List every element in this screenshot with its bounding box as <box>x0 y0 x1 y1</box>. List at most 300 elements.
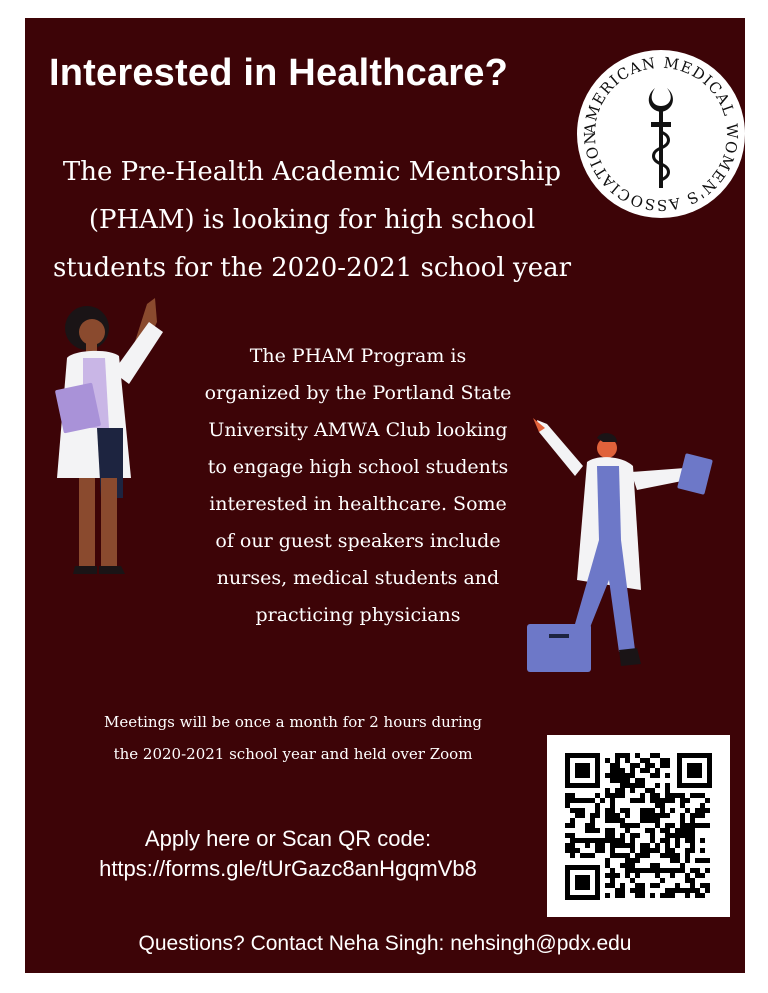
qr-module <box>640 783 645 788</box>
qr-module <box>650 813 655 818</box>
qr-module <box>665 798 670 803</box>
qr-module <box>605 838 610 843</box>
qr-module <box>645 818 650 823</box>
qr-module <box>630 843 635 848</box>
qr-module <box>615 853 620 858</box>
qr-module <box>665 843 670 848</box>
qr-module <box>565 843 570 848</box>
qr-module <box>625 783 630 788</box>
qr-module <box>595 838 600 843</box>
qr-module <box>570 853 575 858</box>
qr-module <box>660 808 665 813</box>
qr-module <box>600 838 605 843</box>
qr-module <box>605 858 610 863</box>
qr-module <box>675 883 680 888</box>
qr-module <box>640 883 645 888</box>
qr-module <box>635 798 640 803</box>
qr-module <box>585 798 590 803</box>
qr-module <box>620 808 625 813</box>
qr-module <box>600 843 605 848</box>
qr-module <box>605 813 610 818</box>
qr-module <box>650 833 655 838</box>
qr-module <box>685 893 690 898</box>
qr-module <box>625 853 630 858</box>
qr-module <box>655 793 660 798</box>
qr-module <box>630 863 635 868</box>
qr-module <box>675 843 680 848</box>
qr-module <box>640 853 645 858</box>
qr-module <box>635 833 640 838</box>
qr-module <box>645 868 650 873</box>
qr-module <box>705 823 710 828</box>
qr-module <box>565 798 570 803</box>
qr-module <box>615 753 620 758</box>
qr-module <box>655 803 660 808</box>
description-line-6: of our guest speakers include <box>215 530 501 552</box>
qr-module <box>615 818 620 823</box>
qr-module <box>655 883 660 888</box>
qr-module <box>610 798 615 803</box>
male-doctor-illustration <box>525 410 725 680</box>
qr-module <box>610 793 615 798</box>
qr-module <box>650 788 655 793</box>
qr-module <box>645 813 650 818</box>
qr-module <box>700 858 705 863</box>
qr-module <box>655 868 660 873</box>
female-doctor-illustration <box>39 298 179 578</box>
qr-module <box>680 793 685 798</box>
qr-module <box>665 853 670 858</box>
program-description <box>187 338 529 634</box>
qr-module <box>700 808 705 813</box>
qr-module <box>640 808 645 813</box>
qr-module <box>645 808 650 813</box>
qr-module <box>610 853 615 858</box>
qr-module <box>650 798 655 803</box>
qr-module <box>670 853 675 858</box>
qr-module <box>675 868 680 873</box>
qr-module <box>620 888 625 893</box>
qr-module <box>670 893 675 898</box>
qr-module <box>565 848 570 853</box>
qr-module <box>695 893 700 898</box>
qr-module <box>595 793 600 798</box>
qr-module <box>595 803 600 808</box>
qr-module <box>655 873 660 878</box>
qr-module <box>655 783 660 788</box>
qr-module <box>615 873 620 878</box>
qr-module <box>630 868 635 873</box>
qr-module <box>670 798 675 803</box>
qr-module <box>580 813 585 818</box>
qr-module <box>650 793 655 798</box>
qr-module <box>690 838 695 843</box>
qr-module <box>615 893 620 898</box>
qr-module <box>645 788 650 793</box>
qr-module <box>665 793 670 798</box>
qr-module <box>580 838 585 843</box>
qr-module <box>615 778 620 783</box>
qr-module <box>640 843 645 848</box>
qr-module <box>600 848 605 853</box>
qr-module <box>630 763 635 768</box>
qr-module <box>610 873 615 878</box>
qr-module <box>690 883 695 888</box>
application-form-link[interactable]: https://forms.gle/tUrGazc8anHgqmVb8 <box>99 856 477 881</box>
qr-module <box>625 773 630 778</box>
qr-module <box>625 868 630 873</box>
qr-module <box>650 763 655 768</box>
qr-module <box>585 843 590 848</box>
qr-module <box>660 893 665 898</box>
qr-module <box>620 838 625 843</box>
qr-module <box>650 838 655 843</box>
meetings-line-2: the 2020-2021 school year and held over Zoom <box>113 745 473 763</box>
qr-module <box>660 758 665 763</box>
qr-module <box>655 813 660 818</box>
qr-module <box>585 828 590 833</box>
meetings-line-1: Meetings will be once a month for 2 hours during <box>103 713 483 731</box>
qr-module <box>615 793 620 798</box>
qr-module <box>640 818 645 823</box>
qr-module <box>660 813 665 818</box>
qr-module <box>665 788 670 793</box>
qr-module <box>595 808 600 813</box>
qr-module <box>650 753 655 758</box>
qr-module <box>695 793 700 798</box>
qr-module <box>660 878 665 883</box>
qr-module <box>605 873 610 878</box>
qr-module <box>610 868 615 873</box>
seal-text: AMERICAN MEDICAL WOMEN'S ASSOCIATION <box>580 53 742 215</box>
qr-module <box>670 873 675 878</box>
qr-module <box>675 828 680 833</box>
qr-module <box>615 773 620 778</box>
qr-module <box>695 808 700 813</box>
qr-module <box>625 863 630 868</box>
qr-module <box>650 828 655 833</box>
qr-module <box>695 823 700 828</box>
qr-module <box>625 808 630 813</box>
qr-module <box>660 838 665 843</box>
qr-module <box>645 828 650 833</box>
qr-module <box>705 858 710 863</box>
qr-module <box>680 798 685 803</box>
qr-module <box>610 808 615 813</box>
qr-module <box>680 813 685 818</box>
qr-module <box>620 883 625 888</box>
qr-module <box>685 878 690 883</box>
qr-module <box>630 773 635 778</box>
qr-module <box>705 888 710 893</box>
qr-module <box>570 838 575 843</box>
qr-module <box>610 833 615 838</box>
description-line-5: interested in healthcare. Some <box>209 493 507 515</box>
qr-module <box>665 783 670 788</box>
description-line-3: University AMWA Club looking <box>208 419 508 441</box>
qr-module <box>680 868 685 873</box>
qr-module <box>630 833 635 838</box>
qr-module <box>685 808 690 813</box>
qr-module <box>565 803 570 808</box>
qr-module <box>625 778 630 783</box>
qr-module <box>635 858 640 863</box>
qr-module <box>590 823 595 828</box>
qr-module <box>685 853 690 858</box>
description-line-1: The PHAM Program is <box>249 345 467 367</box>
qr-module <box>635 868 640 873</box>
qr-module <box>665 763 670 768</box>
qr-module <box>700 873 705 878</box>
amwa-seal-logo <box>575 48 745 220</box>
qr-module <box>630 788 635 793</box>
qr-module <box>690 888 695 893</box>
qr-module <box>600 798 605 803</box>
qr-module <box>695 813 700 818</box>
qr-module <box>570 793 575 798</box>
qr-module <box>630 848 635 853</box>
qr-module <box>620 778 625 783</box>
subheading-line-1: The Pre-Health Academic Mentorship <box>62 157 562 187</box>
qr-module <box>665 758 670 763</box>
poster <box>25 18 745 973</box>
qr-module <box>625 823 630 828</box>
qr-module <box>705 808 710 813</box>
qr-module <box>615 888 620 893</box>
qr-module <box>670 808 675 813</box>
qr-module <box>570 808 575 813</box>
qr-module <box>570 833 575 838</box>
qr-module <box>640 893 645 898</box>
qr-module <box>580 853 585 858</box>
qr-module <box>685 873 690 878</box>
description-line-7: nurses, medical students and <box>216 567 500 589</box>
qr-module <box>595 848 600 853</box>
qr-module <box>670 823 675 828</box>
qr-module <box>685 858 690 863</box>
qr-module <box>580 798 585 803</box>
qr-module <box>645 853 650 858</box>
qr-module <box>610 778 615 783</box>
qr-module <box>620 823 625 828</box>
qr-module <box>705 883 710 888</box>
qr-module <box>665 888 670 893</box>
qr-module <box>640 793 645 798</box>
qr-module <box>565 833 570 838</box>
qr-module <box>660 828 665 833</box>
qr-module <box>630 783 635 788</box>
qr-module <box>700 838 705 843</box>
qr-module <box>615 768 620 773</box>
contact-info: Questions? Contact Neha Singh: nehsingh@pdx.edu <box>138 932 632 955</box>
qr-module <box>665 828 670 833</box>
qr-module <box>645 763 650 768</box>
qr-module <box>620 788 625 793</box>
qr-module <box>670 848 675 853</box>
qr-module <box>665 833 670 838</box>
qr-module <box>620 783 625 788</box>
qr-module <box>655 823 660 828</box>
qr-module <box>690 833 695 838</box>
qr-module <box>650 863 655 868</box>
description-line-8: practicing physicians <box>255 604 461 626</box>
qr-module <box>615 813 620 818</box>
qr-module <box>575 798 580 803</box>
qr-module <box>645 843 650 848</box>
qr-module <box>660 803 665 808</box>
qr-module <box>695 868 700 873</box>
qr-module <box>635 883 640 888</box>
apply-label: Apply here or Scan QR code: <box>144 826 432 851</box>
qr-module <box>680 803 685 808</box>
qr-module <box>665 773 670 778</box>
qr-module <box>685 828 690 833</box>
qr-module <box>590 818 595 823</box>
qr-module <box>690 813 695 818</box>
qr-module <box>620 773 625 778</box>
qr-module <box>690 878 695 883</box>
qr-module <box>680 823 685 828</box>
qr-module <box>595 813 600 818</box>
qr-module <box>695 888 700 893</box>
qr-module <box>675 793 680 798</box>
qr-module <box>585 823 590 828</box>
qr-module <box>640 758 645 763</box>
qr-module <box>675 888 680 893</box>
qr-module <box>620 863 625 868</box>
qr-module <box>665 838 670 843</box>
qr-module <box>670 833 675 838</box>
qr-module <box>685 823 690 828</box>
qr-module <box>625 753 630 758</box>
qr-module <box>700 813 705 818</box>
qr-module <box>690 848 695 853</box>
qr-module <box>605 793 610 798</box>
qr-module <box>675 838 680 843</box>
qr-module <box>605 883 610 888</box>
qr-module <box>635 763 640 768</box>
qr-module <box>605 828 610 833</box>
qr-module <box>635 753 640 758</box>
qr-module <box>575 838 580 843</box>
qr-module <box>650 883 655 888</box>
qr-module <box>615 838 620 843</box>
qr-module <box>680 863 685 868</box>
qr-module <box>680 818 685 823</box>
qr-module <box>665 848 670 853</box>
qr-module <box>615 763 620 768</box>
qr-module <box>605 808 610 813</box>
qr-module <box>645 758 650 763</box>
qr-module <box>640 798 645 803</box>
qr-module <box>605 818 610 823</box>
qr-module <box>610 773 615 778</box>
qr-module <box>650 808 655 813</box>
subheading <box>37 148 587 292</box>
qr-module <box>595 828 600 833</box>
qr-module <box>685 848 690 853</box>
qr-module <box>655 798 660 803</box>
qr-module <box>640 778 645 783</box>
qr-module <box>665 893 670 898</box>
qr-module <box>675 833 680 838</box>
qr-module <box>630 768 635 773</box>
qr-module <box>635 873 640 878</box>
qr-module <box>605 893 610 898</box>
qr-module <box>575 848 580 853</box>
qr-module <box>615 843 620 848</box>
qr-module <box>700 848 705 853</box>
qr-module <box>705 868 710 873</box>
description-line-4: to engage high school students <box>207 456 509 478</box>
qr-module <box>570 823 575 828</box>
qr-module <box>590 798 595 803</box>
qr-module <box>620 893 625 898</box>
qr-code[interactable] <box>547 735 730 917</box>
qr-module <box>700 793 705 798</box>
qr-module <box>605 758 610 763</box>
qr-module <box>640 868 645 873</box>
qr-module <box>660 868 665 873</box>
qr-module <box>605 788 610 793</box>
qr-module <box>640 813 645 818</box>
qr-module <box>610 838 615 843</box>
qr-module <box>590 853 595 858</box>
qr-module <box>640 768 645 773</box>
qr-module <box>635 823 640 828</box>
qr-module <box>625 873 630 878</box>
qr-module <box>660 853 665 858</box>
qr-module <box>690 843 695 848</box>
qr-module <box>695 858 700 863</box>
qr-module <box>690 868 695 873</box>
qr-module <box>690 823 695 828</box>
qr-module <box>610 803 615 808</box>
qr-module <box>630 838 635 843</box>
qr-module <box>650 818 655 823</box>
qr-module <box>685 798 690 803</box>
qr-module <box>640 848 645 853</box>
qr-module <box>680 833 685 838</box>
qr-module <box>620 853 625 858</box>
qr-module <box>565 823 570 828</box>
qr-module <box>645 768 650 773</box>
qr-module <box>620 843 625 848</box>
qr-module <box>625 813 630 818</box>
headline: Interested in Healthcare? <box>49 52 509 94</box>
qr-module <box>645 848 650 853</box>
qr-module <box>655 753 660 758</box>
qr-module <box>585 853 590 858</box>
qr-module <box>610 843 615 848</box>
meetings-info <box>43 706 543 770</box>
qr-module <box>670 793 675 798</box>
qr-module <box>625 758 630 763</box>
description-line-2: organized by the Portland State <box>204 382 512 404</box>
subheading-line-3: students for the 2020-2021 school year <box>52 253 572 283</box>
qr-module <box>665 823 670 828</box>
qr-module <box>660 798 665 803</box>
qr-module <box>685 838 690 843</box>
qr-module <box>575 813 580 818</box>
qr-module <box>665 813 670 818</box>
qr-module <box>675 858 680 863</box>
qr-module <box>570 843 575 848</box>
qr-module <box>610 763 615 768</box>
qr-module <box>605 833 610 838</box>
qr-module <box>635 893 640 898</box>
apply-section <box>53 824 523 884</box>
